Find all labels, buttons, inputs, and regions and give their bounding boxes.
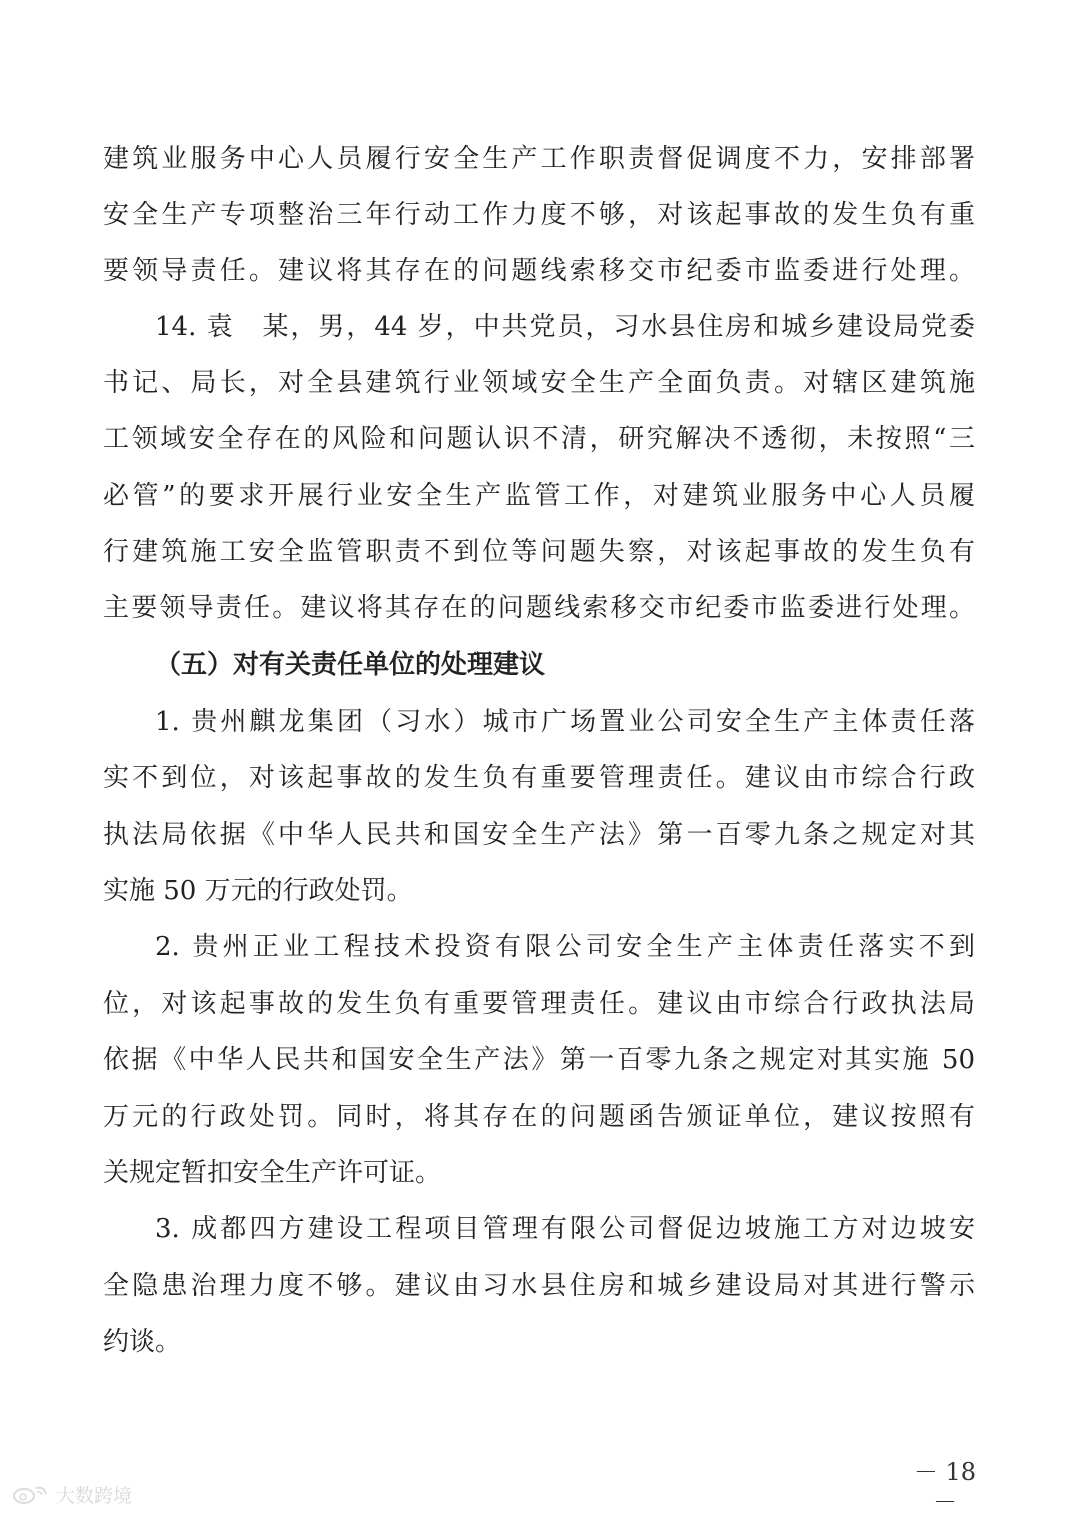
body-line: 必管”的要求开展行业安全生产监管工作，对建筑业服务中心人员履 xyxy=(103,481,975,511)
watermark-text: 大数跨境 xyxy=(56,1484,133,1507)
body-line: 关规定暂扣安全生产许可证。 xyxy=(103,1158,442,1188)
body-line: 依据《中华人民共和国安全生产法》第一百零九条之规定对其实施 50 xyxy=(103,1045,975,1075)
body-line: 2. 贵州正业工程技术投资有限公司安全生产主体责任落实不到 xyxy=(155,932,975,962)
body-line: 实不到位，对该起事故的发生负有重要管理责任。建议由市综合行政 xyxy=(103,763,975,793)
watermark xyxy=(12,1481,132,1507)
body-line: 执法局依据《中华人民共和国安全生产法》第一百零九条之规定对其 xyxy=(103,820,975,850)
body-line: 要领导责任。建议将其存在的问题线索移交市纪委市监委进行处理。 xyxy=(103,256,975,286)
body-line: 万元的行政处罚。同时，将其存在的问题函告颁证单位，建议按照有 xyxy=(103,1102,975,1132)
weibo-logo-icon xyxy=(12,1482,52,1506)
body-line: 约谈。 xyxy=(103,1327,182,1357)
body-line: 行建筑施工安全监管职责不到位等问题失察，对该起事故的发生负有 xyxy=(103,537,975,567)
body-line: 工领域安全存在的风险和问题认识不清，研究解决不透彻，未按照“三 xyxy=(103,424,975,454)
section-heading: （五）对有关责任单位的处理建议 xyxy=(155,650,546,680)
body-line: 安全生产专项整治三年行动工作力度不够，对该起事故的发生负有重 xyxy=(103,200,975,230)
page-number: － 18 － xyxy=(913,1458,977,1516)
body-line: 1. 贵州麒龙集团（习水）城市广场置业公司安全生产主体责任落 xyxy=(155,707,975,737)
body-line: 3. 成都四方建设工程项目管理有限公司督促边坡施工方对边坡安 xyxy=(155,1214,975,1244)
body-line: 实施 50 万元的行政处罚。 xyxy=(103,876,413,906)
body-line: 全隐患治理力度不够。建议由习水县住房和城乡建设局对其进行警示 xyxy=(103,1271,975,1301)
body-line: 14. 袁 某，男，44 岁，中共党员，习水县住房和城乡建设局党委 xyxy=(155,312,975,342)
body-line: 书记、局长，对全县建筑行业领域安全生产全面负责。对辖区建筑施 xyxy=(103,368,975,398)
body-line: 主要领导责任。建议将其存在的问题线索移交市纪委市监委进行处理。 xyxy=(103,593,975,623)
body-line: 建筑业服务中心人员履行安全生产工作职责督促调度不力，安排部署 xyxy=(103,144,975,174)
body-line: 位，对该起事故的发生负有重要管理责任。建议由市综合行政执法局 xyxy=(103,989,975,1019)
